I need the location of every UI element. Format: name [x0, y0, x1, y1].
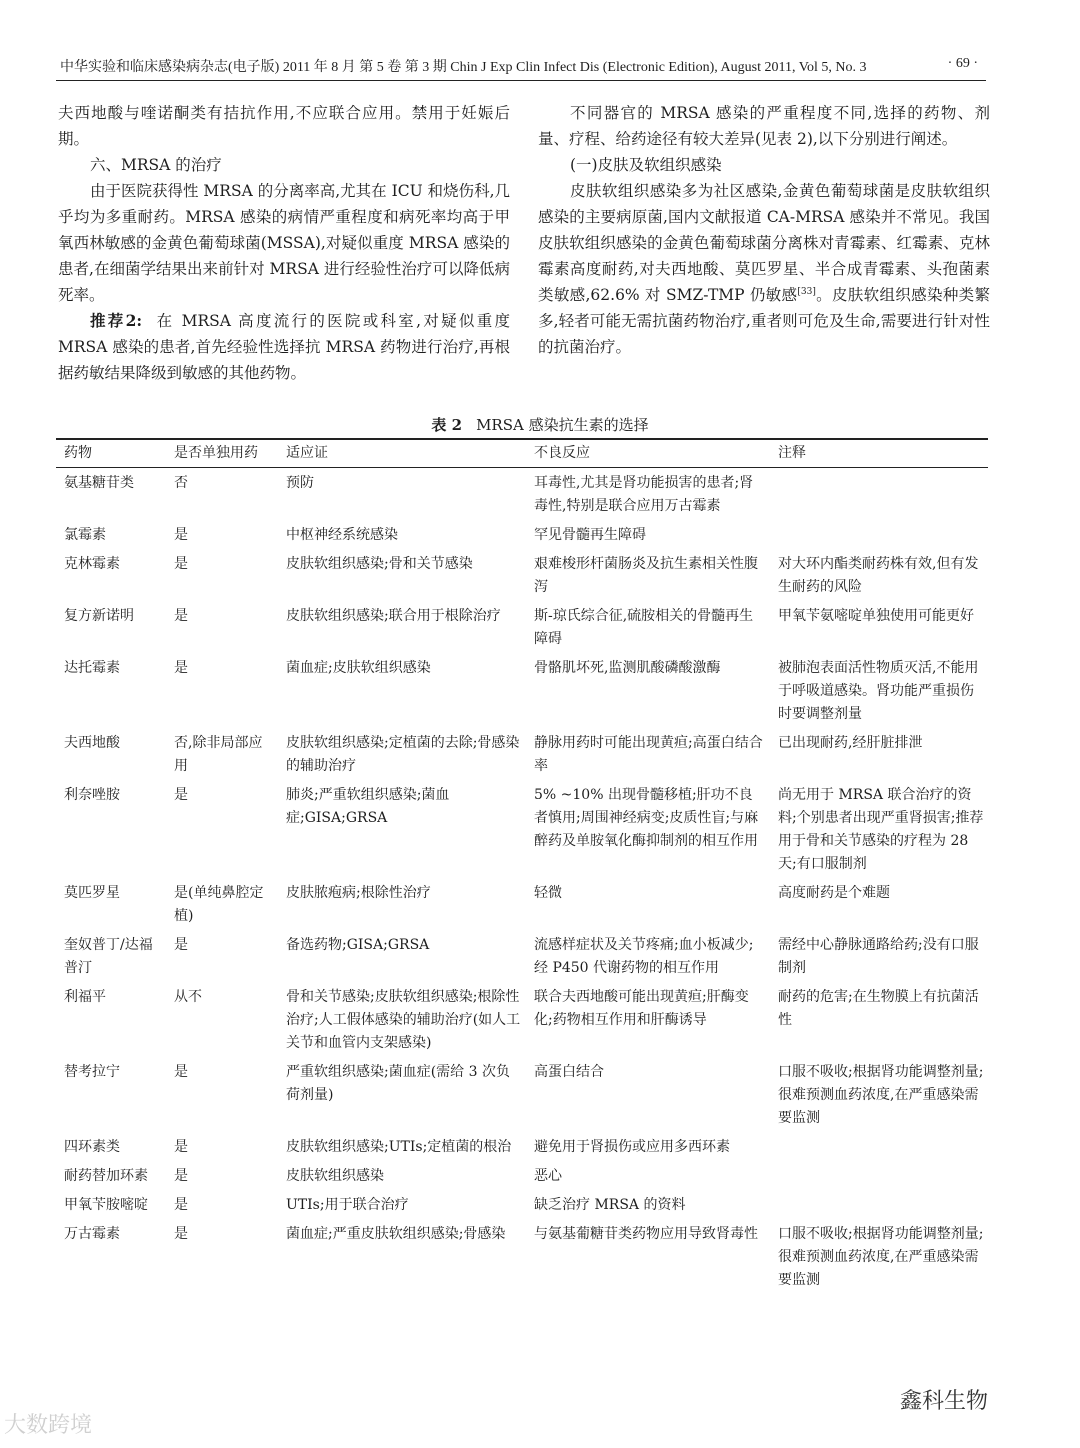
drug-cell: 甲氧苄胺嘧啶: [64, 1197, 148, 1213]
drug-cell: 莫匹罗星: [64, 885, 120, 901]
indication-cell: 严重软组织感染;菌血症(需给 3 次负荷剂量): [286, 1064, 510, 1103]
notes-cell: [770, 1190, 988, 1219]
table-title: MRSA 感染抗生素的选择: [476, 416, 649, 434]
table-row: [56, 520, 988, 549]
drug-cell: 复方新诺明: [64, 608, 134, 624]
monotherapy-cell: 是: [174, 1226, 188, 1242]
notes-cell: 口服不吸收;根据肾功能调整剂量;很难预测血药浓度,在严重感染需要监测: [778, 1226, 984, 1288]
monotherapy-cell: 否: [174, 475, 188, 491]
table-caption: [0, 414, 1080, 435]
section-heading-skin-infection: (一)皮肤及软组织感染: [570, 156, 722, 174]
monotherapy-cell: 是: [174, 1139, 188, 1155]
adverse-effects-cell: 静脉用药时可能出现黄疸;高蛋白结合率: [534, 735, 763, 774]
right-column: [538, 100, 990, 360]
skin-infection-text: 皮肤软组织感染多为社区感染,金黄色葡萄球菌是皮肤软组织感染的主要病原菌,国内文献报道 CA-MRSA 感染并不常见。我国皮肤软组织感染的金黄色葡萄球菌分离株对青霉素、红霉素、克林霉素高度耐药,对夫西地酸、莫匹罗星、半合成青霉素、头孢菌素类敏感,62.6% 对 SMZ-TMP 仍敏感: [538, 182, 990, 304]
table-header-row: [56, 439, 988, 468]
watermark-right: 鑫科生物: [900, 1389, 989, 1414]
adverse-effects-cell: 避免用于肾损伤或应用多西环素: [534, 1139, 730, 1155]
drug-cell: 氨基糖苷类: [64, 475, 134, 491]
indication-cell: 皮肤软组织感染;定植菌的去除;骨感染的辅助治疗: [286, 735, 520, 774]
indication-cell: 皮肤软组织感染;UTIs;定植菌的根治: [286, 1139, 512, 1155]
indication-cell: 菌血症;皮肤软组织感染: [286, 660, 431, 676]
indication-cell: 菌血症;严重皮肤软组织感染;骨感染: [286, 1226, 506, 1242]
notes-cell: [770, 468, 988, 521]
notes-cell: 对大环内酯类耐药株有效,但有发生耐药的风险: [778, 556, 979, 595]
adverse-effects-cell: 恶心: [534, 1168, 562, 1184]
monotherapy-cell: 是: [174, 1197, 188, 1213]
monotherapy-cell: 是: [174, 937, 188, 953]
table-row: [56, 1190, 988, 1219]
paragraph-organ-differences: 不同器官的 MRSA 感染的严重程度不同,选择的药物、剂量、疗程、给药途径有较大差异(见表 2),以下分别进行阐述。: [538, 104, 990, 148]
drug-cell: 氯霉素: [64, 527, 106, 543]
indication-cell: 皮肤软组织感染: [286, 1168, 384, 1184]
notes-cell: 尚无用于 MRSA 联合治疗的资料;个别患者出现严重肾损害;推荐用于骨和关节感染的疗程为 28 天;有口服制剂: [778, 787, 984, 872]
table-row: [56, 1161, 988, 1190]
notes-cell: 口服不吸收;根据肾功能调整剂量;很难预测血药浓度,在严重感染需要监测: [778, 1064, 984, 1126]
adverse-effects-cell: 5% ~10% 出现骨髓移植;肝功不良者慎用;周围神经病变;皮质性盲;与麻醉药及单胺氧化酶抑制剂的相互作用: [534, 787, 759, 849]
column-header-monotherapy: 是否单独用药: [174, 445, 258, 461]
antibiotic-table: [56, 438, 988, 1298]
drug-cell: 替考拉宁: [64, 1064, 120, 1080]
table-row: [56, 728, 988, 780]
journal-citation: 中华实验和临床感染病杂志(电子版) 2011 年 8 月 第 5 卷 第 3 期 Chin J Exp Clin Infect Dis (Electronic Edition), August 2011, Vol 5, No. 3: [60, 60, 867, 75]
monotherapy-cell: 是: [174, 608, 188, 624]
monotherapy-cell: 是: [174, 556, 188, 572]
indication-cell: 中枢神经系统感染: [286, 527, 398, 543]
drug-cell: 利福平: [64, 989, 106, 1005]
adverse-effects-cell: 耳毒性,尤其是肾功能损害的患者;肾毒性,特别是联合应用万古霉素: [534, 475, 754, 514]
indication-cell: 预防: [286, 475, 314, 491]
indication-cell: 骨和关节感染;皮肤软组织感染;根除性治疗;人工假体感染的辅助治疗(如人工关节和血管内支架感染): [286, 989, 521, 1051]
notes-cell: [770, 1161, 988, 1190]
adverse-effects-cell: 艰难梭形杆菌肠炎及抗生素相关性腹泻: [534, 556, 758, 595]
paragraph-mrsa-treatment: 由于医院获得性 MRSA 的分离率高,尤其在 ICU 和烧伤科,几乎均为多重耐药。MRSA 感染的病情严重程度和病死率均高于甲氧西林敏感的金黄色葡萄球菌(MSSA),对疑似重度 MRSA 感染的患者,在细菌学结果出来前针对 MRSA 进行经验性治疗可以降低病死率。: [58, 182, 510, 304]
table-row: [56, 1219, 988, 1298]
drug-cell: 克林霉素: [64, 556, 120, 572]
table-body: [56, 468, 988, 1299]
indication-cell: 皮肤软组织感染;骨和关节感染: [286, 556, 473, 572]
notes-cell: [770, 1132, 988, 1161]
table-row: [56, 982, 988, 1057]
table-row: [56, 1057, 988, 1132]
notes-cell: 需经中心静脉通路给药;没有口服制剂: [778, 937, 979, 976]
adverse-effects-cell: 骨骼肌坏死,监测肌酸磷酸激酶: [534, 660, 721, 676]
paragraph-fusidic-acid: 夫西地酸与喹诺酮类有拮抗作用,不应联合应用。禁用于妊娠后期。: [58, 104, 510, 148]
notes-cell: 甲氧苄氨嘧啶单独使用可能更好: [778, 608, 974, 624]
monotherapy-cell: 从不: [174, 989, 202, 1005]
notes-cell: [770, 520, 988, 549]
adverse-effects-cell: 高蛋白结合: [534, 1064, 604, 1080]
recommendation-label: 推荐2:: [90, 311, 143, 330]
monotherapy-cell: 否,除非局部应用: [174, 735, 263, 774]
column-header-adverse-effects: 不良反应: [534, 445, 590, 461]
drug-cell: 万古霉素: [64, 1226, 120, 1242]
table-row: [56, 549, 988, 601]
drug-cell: 利奈唑胺: [64, 787, 120, 803]
monotherapy-cell: 是(单纯鼻腔定植): [174, 885, 264, 924]
drug-cell: 耐药替加环素: [64, 1168, 148, 1184]
table-row: [56, 1132, 988, 1161]
monotherapy-cell: 是: [174, 660, 188, 676]
adverse-effects-cell: 流感样症状及关节疼痛;血小板减少;经 P450 代谢药物的相互作用: [534, 937, 754, 976]
recommendation-text: 在 MRSA 高度流行的医院或科室,对疑似重度 MRSA 感染的患者,首先经验性选择抗 MRSA 药物进行治疗,再根据药敏结果降级到敏感的其他药物。: [58, 312, 511, 382]
left-column: [58, 100, 510, 386]
drug-cell: 夫西地酸: [64, 735, 120, 751]
monotherapy-cell: 是: [174, 1064, 188, 1080]
indication-cell: 皮肤软组织感染;联合用于根除治疗: [286, 608, 501, 624]
table-row: [56, 468, 988, 521]
running-header: [56, 54, 986, 81]
indication-cell: 皮肤脓疱病;根除性治疗: [286, 885, 431, 901]
table-number: 表 2: [431, 416, 463, 434]
notes-cell: 被肺泡表面活性物质灭活,不能用于呼吸道感染。肾功能严重损伤时要调整剂量: [778, 660, 979, 722]
table-row: [56, 601, 988, 653]
adverse-effects-cell: 轻微: [534, 885, 562, 901]
adverse-effects-cell: 与氨基葡糖苷类药物应用导致肾毒性: [534, 1226, 758, 1242]
table-row: [56, 653, 988, 728]
adverse-effects-cell: 联合夫西地酸可能出现黄疸;肝酶变化;药物相互作用和肝酶诱导: [534, 989, 749, 1028]
adverse-effects-cell: 斯-琼氏综合征,硫胺相关的骨髓再生障碍: [534, 608, 754, 647]
column-header-indication: 适应证: [286, 445, 328, 461]
table-row: [56, 878, 988, 930]
table-row: [56, 780, 988, 878]
monotherapy-cell: 是: [174, 787, 188, 803]
paragraph-skin-infection: [538, 178, 990, 360]
recommendation-2: [58, 308, 510, 386]
table-row: [56, 930, 988, 982]
drug-cell: 四环素类: [64, 1139, 120, 1155]
section-heading-mrsa-treatment: 六、MRSA 的治疗: [90, 156, 222, 174]
indication-cell: 肺炎;严重软组织感染;菌血症;GISA;GRSA: [286, 787, 450, 826]
drug-cell: 奎奴普丁/达福普汀: [64, 937, 153, 976]
adverse-effects-cell: 缺乏治疗 MRSA 的资料: [534, 1197, 686, 1213]
adverse-effects-cell: 罕见骨髓再生障碍: [534, 527, 646, 543]
watermark-left: 大数跨境: [4, 1413, 93, 1438]
monotherapy-cell: 是: [174, 1168, 188, 1184]
monotherapy-cell: 是: [174, 527, 188, 543]
notes-cell: 高度耐药是个难题: [778, 885, 890, 901]
indication-cell: 备选药物;GISA;GRSA: [286, 937, 430, 953]
notes-cell: 耐药的危害;在生物膜上有抗菌活性: [778, 989, 979, 1028]
drug-cell: 达托霉素: [64, 660, 120, 676]
indication-cell: UTIs;用于联合治疗: [286, 1197, 409, 1213]
column-header-drug: 药物: [64, 445, 92, 461]
reference-33[interactable]: [33]: [797, 286, 816, 297]
notes-cell: 已出现耐药,经肝脏排泄: [778, 735, 923, 751]
column-header-notes: 注释: [778, 445, 806, 461]
page-number: · 69 ·: [947, 56, 978, 71]
skin-infection-text-end: 。皮肤软组织感染种类繁多,轻者可能无需抗菌药物治疗,重者则可危及生命,需要进行针对性的抗菌治疗。: [538, 286, 990, 356]
